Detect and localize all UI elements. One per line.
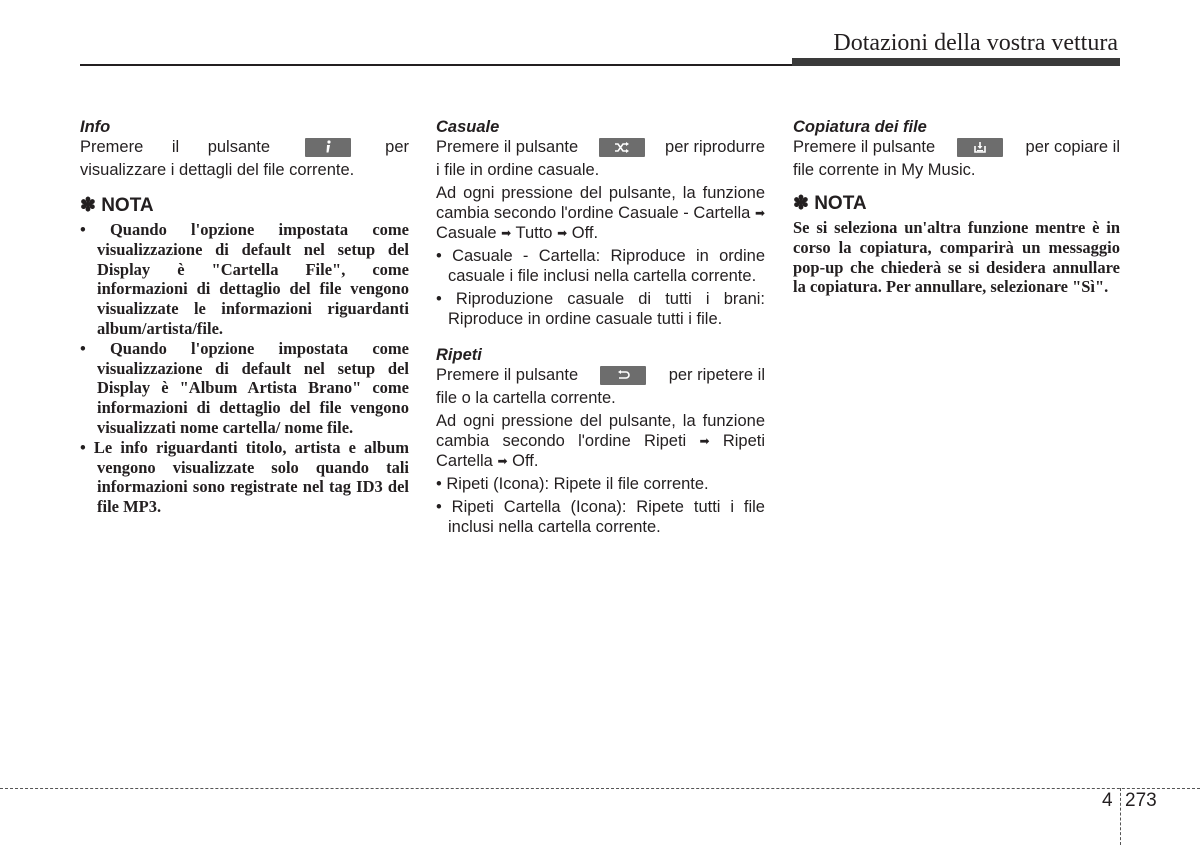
info-text: pulsante [207,138,271,156]
section-title-casuale: Casuale [436,118,500,136]
copiatura-line-2: file corrente in My Music. [793,161,976,179]
casuale-paragraph [436,183,765,243]
casuale-text: Tutto [515,224,553,242]
ripeti-text: Premere il pulsante [436,366,579,384]
list-item: • Riproduzione casuale di tutti i brani: Riproduce in ordine casuale tutti i file. [436,290,765,328]
column-middle [436,117,765,540]
copiatura-text: Premere il pulsante [793,138,936,156]
section-title-copiatura: Copiatura dei file [793,118,927,136]
casuale-text: Ad ogni pressione del pulsante, la funzione cambia secondo l'ordine Casuale - Cartella [436,184,765,222]
nota-item: • Le info riguardanti titolo, artista e album vengono visualizzate solo quando tali informazioni sono registrate nel tag ID3 del file MP3. [80,437,409,517]
ripeti-paragraph [436,411,765,471]
nota-title: ✽ NOTA [793,193,867,214]
ripeti-line-1 [436,365,765,385]
ripeti-line-2: file o la cartella corrente. [436,389,616,407]
repeat-icon [600,366,646,385]
header-rule-accent [792,58,1120,66]
column-right [793,117,1120,297]
nota-text: Se si seleziona un'altra funzione mentre è in corso la copiatura, comparirà un messaggio pop-up che chiederà se si desidera annullare la copiatura. Per annullare, selezionare "Sì". [793,218,1120,297]
page-number: 273 [1125,790,1157,811]
casuale-text: per riprodurre [665,138,765,156]
info-icon [305,138,351,157]
arrow-icon: ➡ [754,206,765,220]
casuale-text: Premere il pulsante [436,138,579,156]
footer-vertical-divider [1120,788,1121,845]
arrow-icon: ➡ [497,454,508,468]
casuale-text: Off. [571,224,599,242]
ripeti-text: Ripeti Cartella [436,432,765,470]
info-text: per [385,138,409,156]
nota-item: • Quando l'opzione impostata come visualizzazione di default nel setup del Display è "Cartella File", come informazioni di dettaglio del file vengono visualizzate le informazioni riguardanti album/artista/file. [80,220,409,338]
casuale-line-2: i file in ordine casuale. [436,161,600,179]
ripeti-text: Ad ogni pressione del pulsante, la funzione cambia secondo l'ordine Ripeti [436,412,765,450]
section-title-ripeti: Ripeti [436,346,482,364]
copiatura-line-1 [793,137,1120,157]
info-text: il [171,138,180,156]
nota-list [80,220,409,517]
section-title-info: Info [80,118,111,136]
casuale-line-1 [436,137,765,157]
info-line-2: visualizzare i dettagli del file corrente. [80,161,355,179]
copiatura-text: per copiare il [1025,138,1120,156]
nota-title: ✽ NOTA [80,195,154,216]
casuale-text: Casuale [436,224,497,242]
list-item: • Ripeti Cartella (Icona): Ripete tutti i file inclusi nella cartella corrente. [436,498,765,536]
chapter-number: 4 [1102,790,1113,811]
arrow-icon: ➡ [501,226,512,240]
info-line-1 [80,137,409,157]
ripeti-bullets [436,474,765,537]
list-item: • Casuale - Cartella: Riproduce in ordine casuale i file inclusi nella cartella corrente. [436,247,765,285]
nota-item: • Quando l'opzione impostata come visualizzazione di default nel setup del Display è "Album Artista Brano" come informazioni di dettaglio del file vengono visualizzati nome cartella/ nome file. [80,338,409,437]
ripeti-text: per ripetere il [668,366,765,384]
casuale-bullets [436,246,765,329]
info-text: Premere [80,138,144,156]
list-item: • Ripeti (Icona): Ripete il file corrente. [436,475,709,493]
shuffle-icon [599,138,645,157]
arrow-icon: ➡ [699,434,710,448]
footer-divider [0,788,1200,789]
save-icon [957,138,1003,157]
page-header-title: Dotazioni della vostra vettura [833,30,1118,56]
ripeti-text: Off. [512,452,539,470]
arrow-icon: ➡ [557,226,568,240]
column-left [80,117,409,517]
